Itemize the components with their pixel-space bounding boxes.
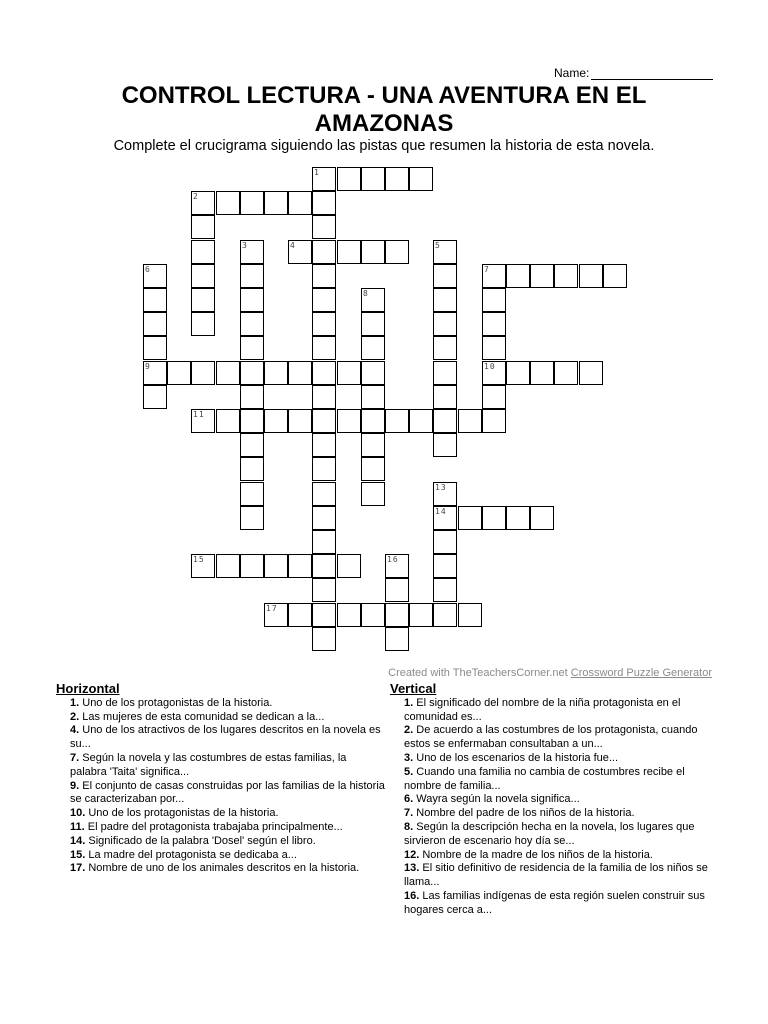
clue-number: 1. (70, 696, 80, 709)
across-clue (56, 724, 386, 752)
crossword-cell[interactable] (312, 240, 336, 264)
crossword-cell[interactable] (337, 167, 361, 191)
crossword-cell[interactable] (240, 482, 264, 506)
crossword-cell[interactable] (191, 264, 215, 288)
clue-number: 2. (404, 724, 414, 737)
crossword-cell[interactable] (433, 506, 457, 530)
crossword-cell[interactable] (312, 554, 336, 578)
clue-number-label: 17 (266, 604, 278, 613)
down-clues (390, 682, 720, 918)
crossword-cell[interactable] (361, 288, 385, 312)
clue-text: Según la descripción hecha en la novela, los lugares que sirvieron de escenario hoy día se... (404, 820, 695, 847)
crossword-cell[interactable] (361, 312, 385, 336)
crossword-cell[interactable] (312, 578, 336, 602)
clue-number-label: 5 (435, 241, 441, 250)
clue-text: Uno de los escenarios de la historia fue... (413, 751, 619, 764)
clue-number: 3. (404, 751, 414, 764)
crossword-cell[interactable] (506, 361, 530, 385)
crossword-cell[interactable] (433, 603, 457, 627)
crossword-cell[interactable] (482, 409, 506, 433)
crossword-cell[interactable] (409, 167, 433, 191)
down-list (390, 697, 720, 918)
clue-number: 7. (404, 807, 414, 820)
crossword-cell[interactable] (240, 433, 264, 457)
crossword-cell[interactable] (191, 409, 215, 433)
crossword-cell[interactable] (312, 191, 336, 215)
crossword-cell[interactable] (433, 240, 457, 264)
crossword-cell[interactable] (433, 578, 457, 602)
clue-text: El conjunto de casas construidas por las familias de la historia se caracterizaban por... (70, 779, 385, 806)
clue-number: 5. (404, 765, 414, 778)
crossword-cell[interactable] (288, 603, 312, 627)
crossword-cell[interactable] (312, 603, 336, 627)
crossword-cell[interactable] (433, 312, 457, 336)
credit-text: Created with TheTeachersCorner.net (388, 667, 571, 679)
crossword-cell[interactable] (240, 361, 264, 385)
crossword-cell[interactable] (264, 191, 288, 215)
crossword-cell[interactable] (143, 288, 167, 312)
down-clue (390, 724, 720, 752)
clue-number: 11. (70, 820, 85, 833)
crossword-cell[interactable] (361, 433, 385, 457)
across-clue (56, 835, 386, 849)
crossword-cell[interactable] (264, 554, 288, 578)
clue-number: 4. (70, 724, 80, 737)
down-clue (390, 849, 720, 863)
crossword-cell[interactable] (240, 240, 264, 264)
crossword-cell[interactable] (579, 264, 603, 288)
clue-number-label: 7 (484, 265, 490, 274)
crossword-cell[interactable] (240, 336, 264, 360)
crossword-cell[interactable] (240, 409, 264, 433)
crossword-cell[interactable] (337, 603, 361, 627)
clue-number-label: 10 (484, 362, 496, 371)
clue-number-label: 2 (193, 192, 199, 201)
crossword-cell[interactable] (337, 361, 361, 385)
clue-number-label: 1 (314, 168, 320, 177)
crossword-cell[interactable] (361, 167, 385, 191)
clue-text: La madre del protagonista se dedicaba a... (85, 848, 297, 861)
crossword-cell[interactable] (482, 264, 506, 288)
down-clue (390, 821, 720, 849)
clue-text: Uno de los protagonistas de la historia. (85, 807, 279, 820)
across-clue (56, 807, 386, 821)
crossword-cell[interactable] (143, 336, 167, 360)
crossword-cell[interactable] (603, 264, 627, 288)
clue-text: El padre del protagonista trabajaba principalmente... (84, 820, 343, 833)
across-clues (56, 682, 386, 876)
crossword-cell[interactable] (385, 627, 409, 651)
down-clue (390, 807, 720, 821)
crossword-cell[interactable] (143, 312, 167, 336)
clue-text: Según la novela y las costumbres de estas familias, la palabra 'Taita' significa... (70, 751, 347, 778)
crossword-cell[interactable] (433, 288, 457, 312)
across-heading: Horizontal (56, 681, 120, 696)
crossword-cell[interactable] (312, 627, 336, 651)
crossword-cell[interactable] (385, 409, 409, 433)
title-line-1: CONTROL LECTURA - UNA AVENTURA EN EL (121, 82, 647, 109)
crossword-cell[interactable] (458, 409, 482, 433)
instructions: Complete el crucigrama siguiendo las pistas que resumen la historia de esta novela. (113, 138, 655, 154)
crossword-cell[interactable] (264, 409, 288, 433)
clue-number-label: 14 (435, 507, 447, 516)
crossword-cell[interactable] (191, 215, 215, 239)
crossword-cell[interactable] (240, 312, 264, 336)
clue-text: Nombre de la madre de los niños de la historia. (419, 848, 653, 861)
crossword-cell[interactable] (337, 554, 361, 578)
down-heading: Vertical (390, 681, 437, 696)
across-clue (56, 862, 386, 876)
crossword-cell[interactable] (240, 264, 264, 288)
crossword-cell[interactable] (361, 336, 385, 360)
crossword-cell[interactable] (337, 240, 361, 264)
crossword-cell[interactable] (312, 215, 336, 239)
crossword-cell[interactable] (482, 312, 506, 336)
crossword-cell[interactable] (216, 409, 240, 433)
crossword-cell[interactable] (288, 554, 312, 578)
across-list (56, 697, 386, 876)
crossword-cell[interactable] (361, 603, 385, 627)
down-clue (390, 752, 720, 766)
crossword-cell[interactable] (433, 336, 457, 360)
clue-number: 14. (70, 834, 86, 847)
clue-number-label: 4 (290, 241, 296, 250)
crossword-cell[interactable] (361, 385, 385, 409)
crossword-cell[interactable] (409, 603, 433, 627)
crossword-cell[interactable] (385, 603, 409, 627)
clue-number: 16. (404, 889, 420, 902)
clue-number-label: 15 (193, 555, 205, 564)
crossword-cell[interactable] (312, 482, 336, 506)
crossword-cell[interactable] (482, 385, 506, 409)
clue-text: De acuerdo a las costumbres de los protagonista, cuando estos se enfermaban consultaban a un... (404, 724, 698, 751)
crossword-cell[interactable] (312, 385, 336, 409)
crossword-cell[interactable] (191, 312, 215, 336)
crossword-cell[interactable] (554, 264, 578, 288)
clue-number-label: 8 (363, 289, 369, 298)
crossword-cell[interactable] (433, 433, 457, 457)
crossword-cell[interactable] (312, 409, 336, 433)
clue-number: 1. (404, 696, 414, 709)
crossword-cell[interactable] (143, 385, 167, 409)
down-clue (390, 793, 720, 807)
crossword-cell[interactable] (458, 603, 482, 627)
clue-number-label: 9 (145, 362, 151, 371)
crossword-cell[interactable] (264, 361, 288, 385)
clue-number: 2. (70, 710, 80, 723)
crossword-cell[interactable] (312, 457, 336, 481)
crossword-cell[interactable] (530, 506, 554, 530)
clue-number: 9. (70, 779, 80, 792)
crossword-cell[interactable] (312, 312, 336, 336)
crossword-cell[interactable] (506, 264, 530, 288)
down-clue (390, 766, 720, 794)
down-clue (390, 862, 720, 890)
crossword-cell[interactable] (458, 506, 482, 530)
crossword-cell[interactable] (482, 288, 506, 312)
crossword-cell[interactable] (312, 288, 336, 312)
crossword-cell[interactable] (312, 433, 336, 457)
clue-number-label: 16 (387, 555, 399, 564)
clue-text: Nombre de uno de los animales descritos en la historia. (85, 862, 360, 875)
crossword-cell[interactable] (482, 336, 506, 360)
crossword-cell[interactable] (240, 191, 264, 215)
crossword-cell[interactable] (361, 240, 385, 264)
crossword-cell[interactable] (530, 264, 554, 288)
across-clue (56, 711, 386, 725)
across-clue (56, 697, 386, 711)
clue-number: 17. (70, 862, 86, 875)
crossword-cell[interactable] (433, 530, 457, 554)
crossword-cell[interactable] (433, 264, 457, 288)
crossword-cell[interactable] (143, 264, 167, 288)
crossword-cell[interactable] (312, 167, 336, 191)
clue-number: 15. (70, 848, 86, 861)
crossword-cell[interactable] (167, 361, 191, 385)
crossword-cell[interactable] (312, 361, 336, 385)
crossword-cell[interactable] (530, 361, 554, 385)
crossword-cell[interactable] (385, 578, 409, 602)
crossword-cell[interactable] (216, 554, 240, 578)
crossword-cell[interactable] (433, 385, 457, 409)
crossword-cell[interactable] (482, 506, 506, 530)
crossword-cell[interactable] (385, 240, 409, 264)
clue-text: Uno de los atractivos de los lugares descritos en la novela es su... (70, 724, 381, 751)
crossword-cell[interactable] (191, 554, 215, 578)
clue-text: Nombre del padre de los niños de la historia. (413, 807, 635, 820)
clue-number: 7. (70, 751, 80, 764)
clue-text: Wayra según la novela significa... (413, 793, 580, 806)
crossword-cell[interactable] (240, 554, 264, 578)
crossword-cell[interactable] (191, 288, 215, 312)
crossword-cell[interactable] (240, 457, 264, 481)
crossword-cell[interactable] (312, 264, 336, 288)
crossword-cell[interactable] (361, 457, 385, 481)
crossword-cell[interactable] (579, 361, 603, 385)
crossword-cell[interactable] (554, 361, 578, 385)
clue-text: El sitio definitivo de residencia de la familia de los niños se llama... (404, 862, 708, 889)
crossword-cell[interactable] (385, 554, 409, 578)
crossword-cell[interactable] (240, 506, 264, 530)
across-clue (56, 821, 386, 835)
clue-text: Cuando una familia no cambia de costumbres recibe el nombre de familia... (404, 765, 685, 792)
across-clue (56, 849, 386, 863)
crossword-cell[interactable] (361, 482, 385, 506)
crossword-cell[interactable] (433, 361, 457, 385)
crossword-cell[interactable] (506, 506, 530, 530)
clue-text: Uno de los protagonistas de la historia. (79, 696, 273, 709)
crossword-cell[interactable] (240, 385, 264, 409)
clue-text: Significado de la palabra 'Dosel' según el libro. (85, 834, 316, 847)
crossword-cell[interactable] (433, 554, 457, 578)
clue-number-label: 11 (193, 410, 205, 419)
crossword-cell[interactable] (264, 603, 288, 627)
across-clue (56, 780, 386, 808)
clue-number-label: 3 (242, 241, 248, 250)
clue-text: El significado del nombre de la niña protagonista en el comunidad es... (404, 696, 681, 723)
name-label: Name: (554, 66, 590, 80)
crossword-cell[interactable] (240, 288, 264, 312)
crossword-cell[interactable] (216, 361, 240, 385)
crossword-cell[interactable] (288, 240, 312, 264)
clue-number: 13. (404, 862, 420, 875)
clue-number: 12. (404, 848, 420, 861)
crossword-cell[interactable] (433, 409, 457, 433)
crossword-cell[interactable] (216, 191, 240, 215)
crossword-cell[interactable] (312, 506, 336, 530)
crossword-cell[interactable] (312, 336, 336, 360)
crossword-cell[interactable] (191, 361, 215, 385)
crossword-cell[interactable] (337, 409, 361, 433)
crossword-cell[interactable] (385, 167, 409, 191)
crossword-cell[interactable] (288, 409, 312, 433)
crossword-cell[interactable] (288, 191, 312, 215)
credit (388, 667, 712, 679)
clue-text: Las familias indígenas de esta región suelen construir sus hogares cerca a... (404, 889, 705, 916)
crossword-cell[interactable] (312, 530, 336, 554)
clue-number: 8. (404, 820, 414, 833)
crossword-cell[interactable] (143, 361, 167, 385)
across-clue (56, 752, 386, 780)
crossword-cell[interactable] (361, 409, 385, 433)
crossword-cell[interactable] (191, 191, 215, 215)
clue-number-label: 6 (145, 265, 151, 274)
clue-number: 6. (404, 793, 414, 806)
crossword-cell[interactable] (191, 240, 215, 264)
crossword-cell[interactable] (361, 361, 385, 385)
clue-number: 10. (70, 807, 86, 820)
crossword-cell[interactable] (409, 409, 433, 433)
clue-text: Las mujeres de esta comunidad se dedican a la... (79, 710, 325, 723)
title-line-2: AMAZONAS (314, 110, 454, 137)
down-clue (390, 890, 720, 918)
crossword-cell[interactable] (433, 482, 457, 506)
crossword-cell[interactable] (288, 361, 312, 385)
down-clue (390, 697, 720, 725)
clue-number-label: 13 (435, 483, 447, 492)
crossword-cell[interactable] (482, 361, 506, 385)
generator-link[interactable]: Crossword Puzzle Generator (570, 667, 712, 679)
